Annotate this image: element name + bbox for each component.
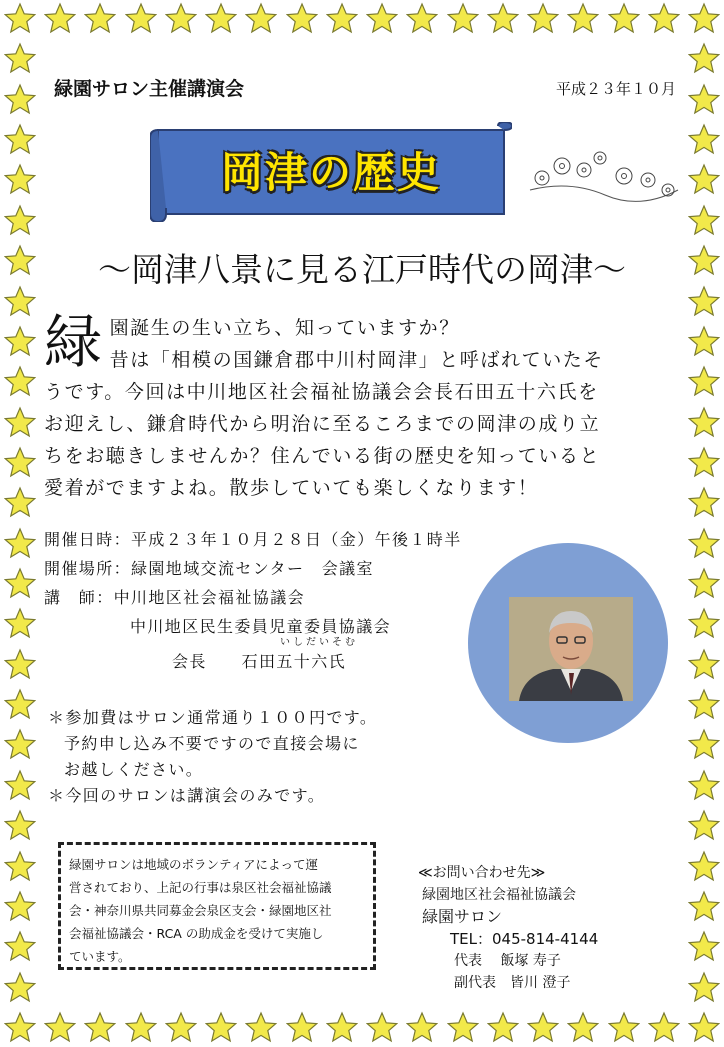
notice-line: ています。 — [69, 949, 131, 964]
star-icon — [205, 1011, 237, 1043]
note-reservation: 予約申し込み不要ですので直接会場に — [64, 734, 360, 753]
star-icon — [527, 1011, 559, 1043]
star-icon — [567, 2, 599, 34]
star-icon — [688, 809, 720, 841]
star-icon — [688, 204, 720, 236]
star-icon — [4, 728, 36, 760]
star-icon — [4, 607, 36, 639]
star-icon — [4, 325, 36, 357]
star-icon — [487, 2, 519, 34]
star-icon — [245, 1011, 277, 1043]
star-icon — [125, 1011, 157, 1043]
lecturer-photo — [509, 597, 633, 701]
star-icon — [4, 527, 36, 559]
issue-date: 平成２３年１０月 — [555, 80, 676, 98]
intro-line: 昔は「相模の国鎌倉郡中川村岡津」と呼ばれていたそ — [109, 349, 605, 371]
lecturer-name-reading: いしだいそむ — [280, 637, 358, 648]
page-title: 岡津の歴史 — [220, 148, 441, 197]
note-lecture-only: ＊今回のサロンは講演会のみです。 — [48, 786, 326, 805]
star-icon — [688, 769, 720, 801]
drop-cap: 緑 — [44, 308, 104, 376]
star-icon — [205, 2, 237, 34]
star-icon — [688, 527, 720, 559]
star-icon — [688, 728, 720, 760]
star-icon — [4, 890, 36, 922]
flower-decoration — [528, 150, 680, 210]
contact-info — [410, 862, 598, 994]
contact-representative: 代表 飯塚 寿子 — [454, 953, 561, 969]
notice-line: 緑園サロンは地域のボランティアによって運 — [69, 857, 319, 872]
star-icon — [688, 486, 720, 518]
star-icon — [84, 1011, 116, 1043]
star-icon — [688, 971, 720, 1003]
lecturer-org: 講 師：中川地区社会福祉協議会 — [44, 588, 306, 607]
star-icon — [447, 2, 479, 34]
star-icon — [4, 648, 36, 680]
event-details — [44, 525, 462, 676]
notice-line: 営されており、上記の行事は泉区社会福祉協議 — [69, 880, 332, 895]
intro-line: お迎えし、鎌倉時代から明治に至るころまでの岡津の成り立 — [44, 413, 601, 435]
star-icon — [688, 446, 720, 478]
star-icon — [688, 123, 720, 155]
star-icon — [688, 648, 720, 680]
star-icon — [245, 2, 277, 34]
star-icon — [688, 930, 720, 962]
star-icon — [688, 365, 720, 397]
star-icon — [608, 2, 640, 34]
star-icon — [527, 2, 559, 34]
star-icon — [4, 971, 36, 1003]
star-icon — [688, 850, 720, 882]
star-icon — [688, 688, 720, 720]
subtitle: 〜岡津八景に見る江戸時代の岡津〜 — [98, 250, 626, 289]
star-icon — [608, 1011, 640, 1043]
star-icon — [4, 446, 36, 478]
star-icon — [648, 1011, 680, 1043]
organizer-heading: 緑園サロン主催講演会 — [54, 78, 245, 100]
lecturer-org-2: 中川地区民生委員児童委員協議会 — [130, 617, 392, 636]
contact-salon: 緑園サロン — [422, 907, 503, 926]
star-icon — [688, 163, 720, 195]
intro-paragraph — [44, 308, 684, 504]
star-icon — [688, 325, 720, 357]
star-icon — [326, 1011, 358, 1043]
star-icon — [688, 1011, 720, 1043]
contact-phone: TEL：045-814-4144 — [450, 930, 599, 948]
star-icon — [648, 2, 680, 34]
star-icon — [286, 2, 318, 34]
star-icon — [4, 365, 36, 397]
notice-line: 会福祉協議会・RCA の助成金を受けて実施し — [69, 926, 324, 941]
star-icon — [4, 688, 36, 720]
star-icon — [366, 1011, 398, 1043]
star-icon — [84, 2, 116, 34]
star-icon — [4, 809, 36, 841]
note-fee: ＊参加費はサロン通常通り１００円です。 — [48, 708, 378, 727]
star-icon — [44, 1011, 76, 1043]
star-icon — [125, 2, 157, 34]
star-icon — [4, 1011, 36, 1043]
star-icon — [165, 2, 197, 34]
star-icon — [165, 1011, 197, 1043]
event-datetime: 開催日時：平成２３年１０月２８日（金）午後１時半 — [44, 530, 462, 549]
notice-line: 会・神奈川県共同募金会泉区支会・緑園地区社 — [69, 903, 332, 918]
contact-vice-representative: 副代表 皆川 澄子 — [454, 975, 571, 991]
contact-heading: ≪お問い合わせ先≫ — [418, 865, 546, 881]
intro-line: ちをお聴きしませんか？住んでいる街の歴史を知っていると — [44, 445, 601, 467]
star-icon — [688, 406, 720, 438]
star-icon — [326, 2, 358, 34]
star-icon — [4, 567, 36, 599]
notes — [48, 705, 377, 809]
intro-line: うです。今回は中川地区社会福祉協議会会長石田五十六氏を — [44, 381, 599, 403]
star-icon — [286, 1011, 318, 1043]
star-icon — [688, 42, 720, 74]
star-icon — [406, 1011, 438, 1043]
star-icon — [4, 850, 36, 882]
star-icon — [4, 2, 36, 34]
lecturer-name: 会長 石田五十六氏 — [172, 652, 347, 671]
star-icon — [567, 1011, 599, 1043]
star-icon — [688, 83, 720, 115]
event-venue: 開催場所：緑園地域交流センター 会議室 — [44, 559, 374, 578]
star-icon — [4, 769, 36, 801]
star-icon — [447, 1011, 479, 1043]
star-icon — [366, 2, 398, 34]
star-icon — [688, 607, 720, 639]
funding-notice — [58, 842, 376, 970]
star-icon — [4, 123, 36, 155]
star-icon — [4, 163, 36, 195]
contact-org: 緑園地区社会福祉協議会 — [422, 887, 576, 903]
star-icon — [406, 2, 438, 34]
star-icon — [4, 930, 36, 962]
star-icon — [4, 42, 36, 74]
star-icon — [44, 2, 76, 34]
star-icon — [4, 486, 36, 518]
star-icon — [688, 567, 720, 599]
star-icon — [487, 1011, 519, 1043]
note-reservation-2: お越しください。 — [64, 760, 204, 779]
star-icon — [4, 83, 36, 115]
star-icon — [688, 2, 720, 34]
star-icon — [4, 406, 36, 438]
star-icon — [688, 890, 720, 922]
intro-line: 園誕生の生い立ち、知っていますか？ — [109, 317, 460, 339]
title-banner — [150, 122, 512, 222]
star-icon — [4, 204, 36, 236]
intro-line: 愛着がでますよね。散歩していても楽しくなります！ — [44, 477, 539, 499]
